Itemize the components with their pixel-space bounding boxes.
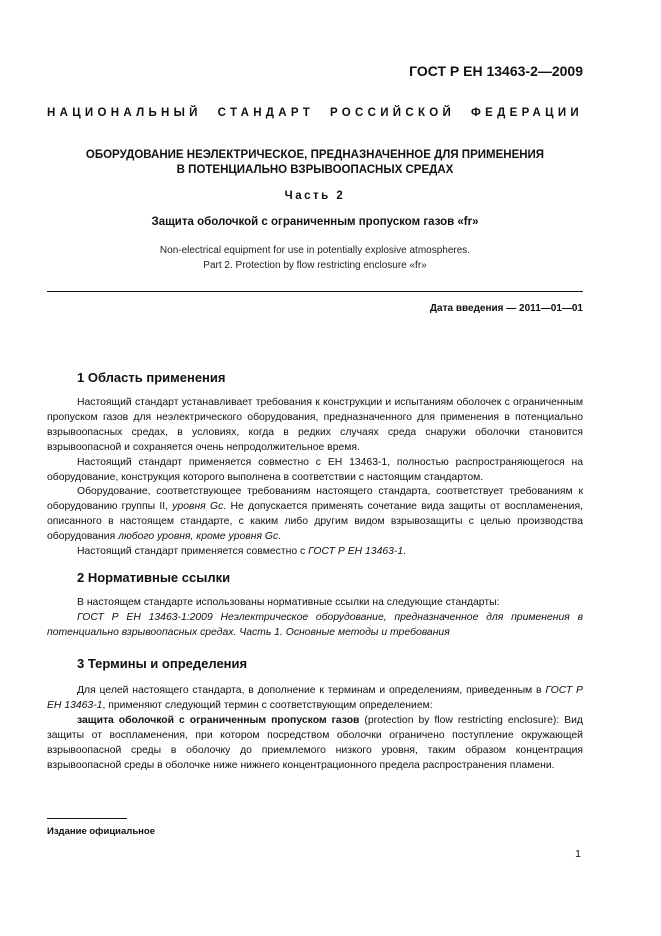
section-2-body [47,596,583,641]
banner-word: ФЕДЕРАЦИИ [471,107,583,119]
text-run: , применяют следующий термин с соответствующим определением: [102,699,433,711]
edition-note: Издание официальное [47,826,155,837]
title-line-1: ОБОРУДОВАНИЕ НЕЭЛЕКТРИЧЕСКОЕ, ПРЕДНАЗНАЧЕННОЕ ДЛЯ ПРИМЕНЕНИЯ [85,149,545,161]
italic-run: ГОСТ Р ЕН 13463-1 [308,546,404,558]
document-subtitle: Защита оболочкой с ограниченным пропуском газов «fr» [151,216,479,228]
english-title-line-2: Part 2. Protection by flow restricting enclosure «fr» [203,260,427,271]
paragraph: В настоящем стандарте использованы нормативные ссылки на следующие стандарты: [77,597,500,608]
italic-run: ГОСТ Р ЕН 13463-1 [47,685,583,711]
term: защита оболочкой с ограниченным пропуском газов [77,714,360,726]
paragraph [47,485,583,545]
definition-text: (protection by flow restricting enclosure): Вид защиты от воспламенения, при котором посредством оболочки ограничено поступление окружающей взрывоопасной среды в оболочку до приемлемого низкого уровня, таким образом концентрация взрывоопасной среды в оболочке ниже нижнего концентрационного предела распространения пламени. [47,714,583,771]
paragraph: Настоящий стандарт устанавливает требования к конструкции и испытаниям оболочек с ограниченным пропуском газов для неэлектрического оборудования, предназначенного для применения в потенциально взрывоопасных средах, в условиях, когда в редких случаях среда снаружи оболочки становится взрывоопасной и сохраняется очень непродолжительное время. [47,397,583,453]
text-run: Настоящий стандарт применяется совместно с [77,546,309,558]
paragraph [47,684,583,714]
italic-run: уровня Gc [172,501,224,513]
paragraph: Настоящий стандарт применяется совместно с ЕН 13463-1, полностью распространяющегося на оборудование, конструкция которого выполнена в соответствии с настоящим стандартом. [47,456,583,483]
title-line-2: В ПОТЕНЦИАЛЬНО ВЗРЫВООПАСНЫХ СРЕДАХ [176,164,454,176]
normative-reference [47,611,583,641]
section-2-heading: 2 Нормативные ссылки [77,570,231,585]
italic-run: ГОСТ Р ЕН 13463-1:2009 Неэлектрическое оборудование, предназначенное для применения в потенциально взрывоопасных средах. Часть 1. Основные методы и требования [47,611,583,638]
english-title [47,243,583,273]
section-3-heading: 3 Термины и определения [77,656,248,671]
english-title-line-1: Non-electrical equipment for use in potentially explosive atmospheres. [159,245,471,256]
introduction-date: Дата введения — 2011—01—01 [429,303,583,314]
page-number: 1 [575,848,581,860]
national-standard-banner [47,107,583,119]
section-1-heading: 1 Область применения [77,370,226,385]
text-run: . [278,531,282,543]
term-definition [47,714,583,774]
section-3-body [47,684,583,773]
text-run: Для целей настоящего стандарта, в дополнение к терминам и определениям, приведенным в [77,685,546,696]
footer-divider [47,818,127,819]
banner-word: РОССИЙСКОЙ [329,107,456,119]
italic-run: любого уровня, кроме уровня Gc [118,531,279,543]
part-label: Часть 2 [284,190,346,202]
paragraph [47,545,583,560]
section-1-body [47,396,583,560]
text-run: . Не допускается применять сочетание вида защиты от воспламенения, описанного в настоящем стандарте, с каким либо другим видом взрывозащиты с целью производства оборудования [47,501,583,543]
document-title [47,148,583,178]
document-code: ГОСТ Р ЕН 13463-2—2009 [409,63,583,79]
banner-word: СТАНДАРТ [217,107,315,119]
text-run: . [403,546,407,558]
title-divider [47,291,583,292]
banner-word: НАЦИОНАЛЬНЫЙ [47,107,202,119]
text-run: Оборудование, соответствующее требованиям настоящего стандарта, соответствует требованиям к оборудованию группы II, [47,486,583,513]
